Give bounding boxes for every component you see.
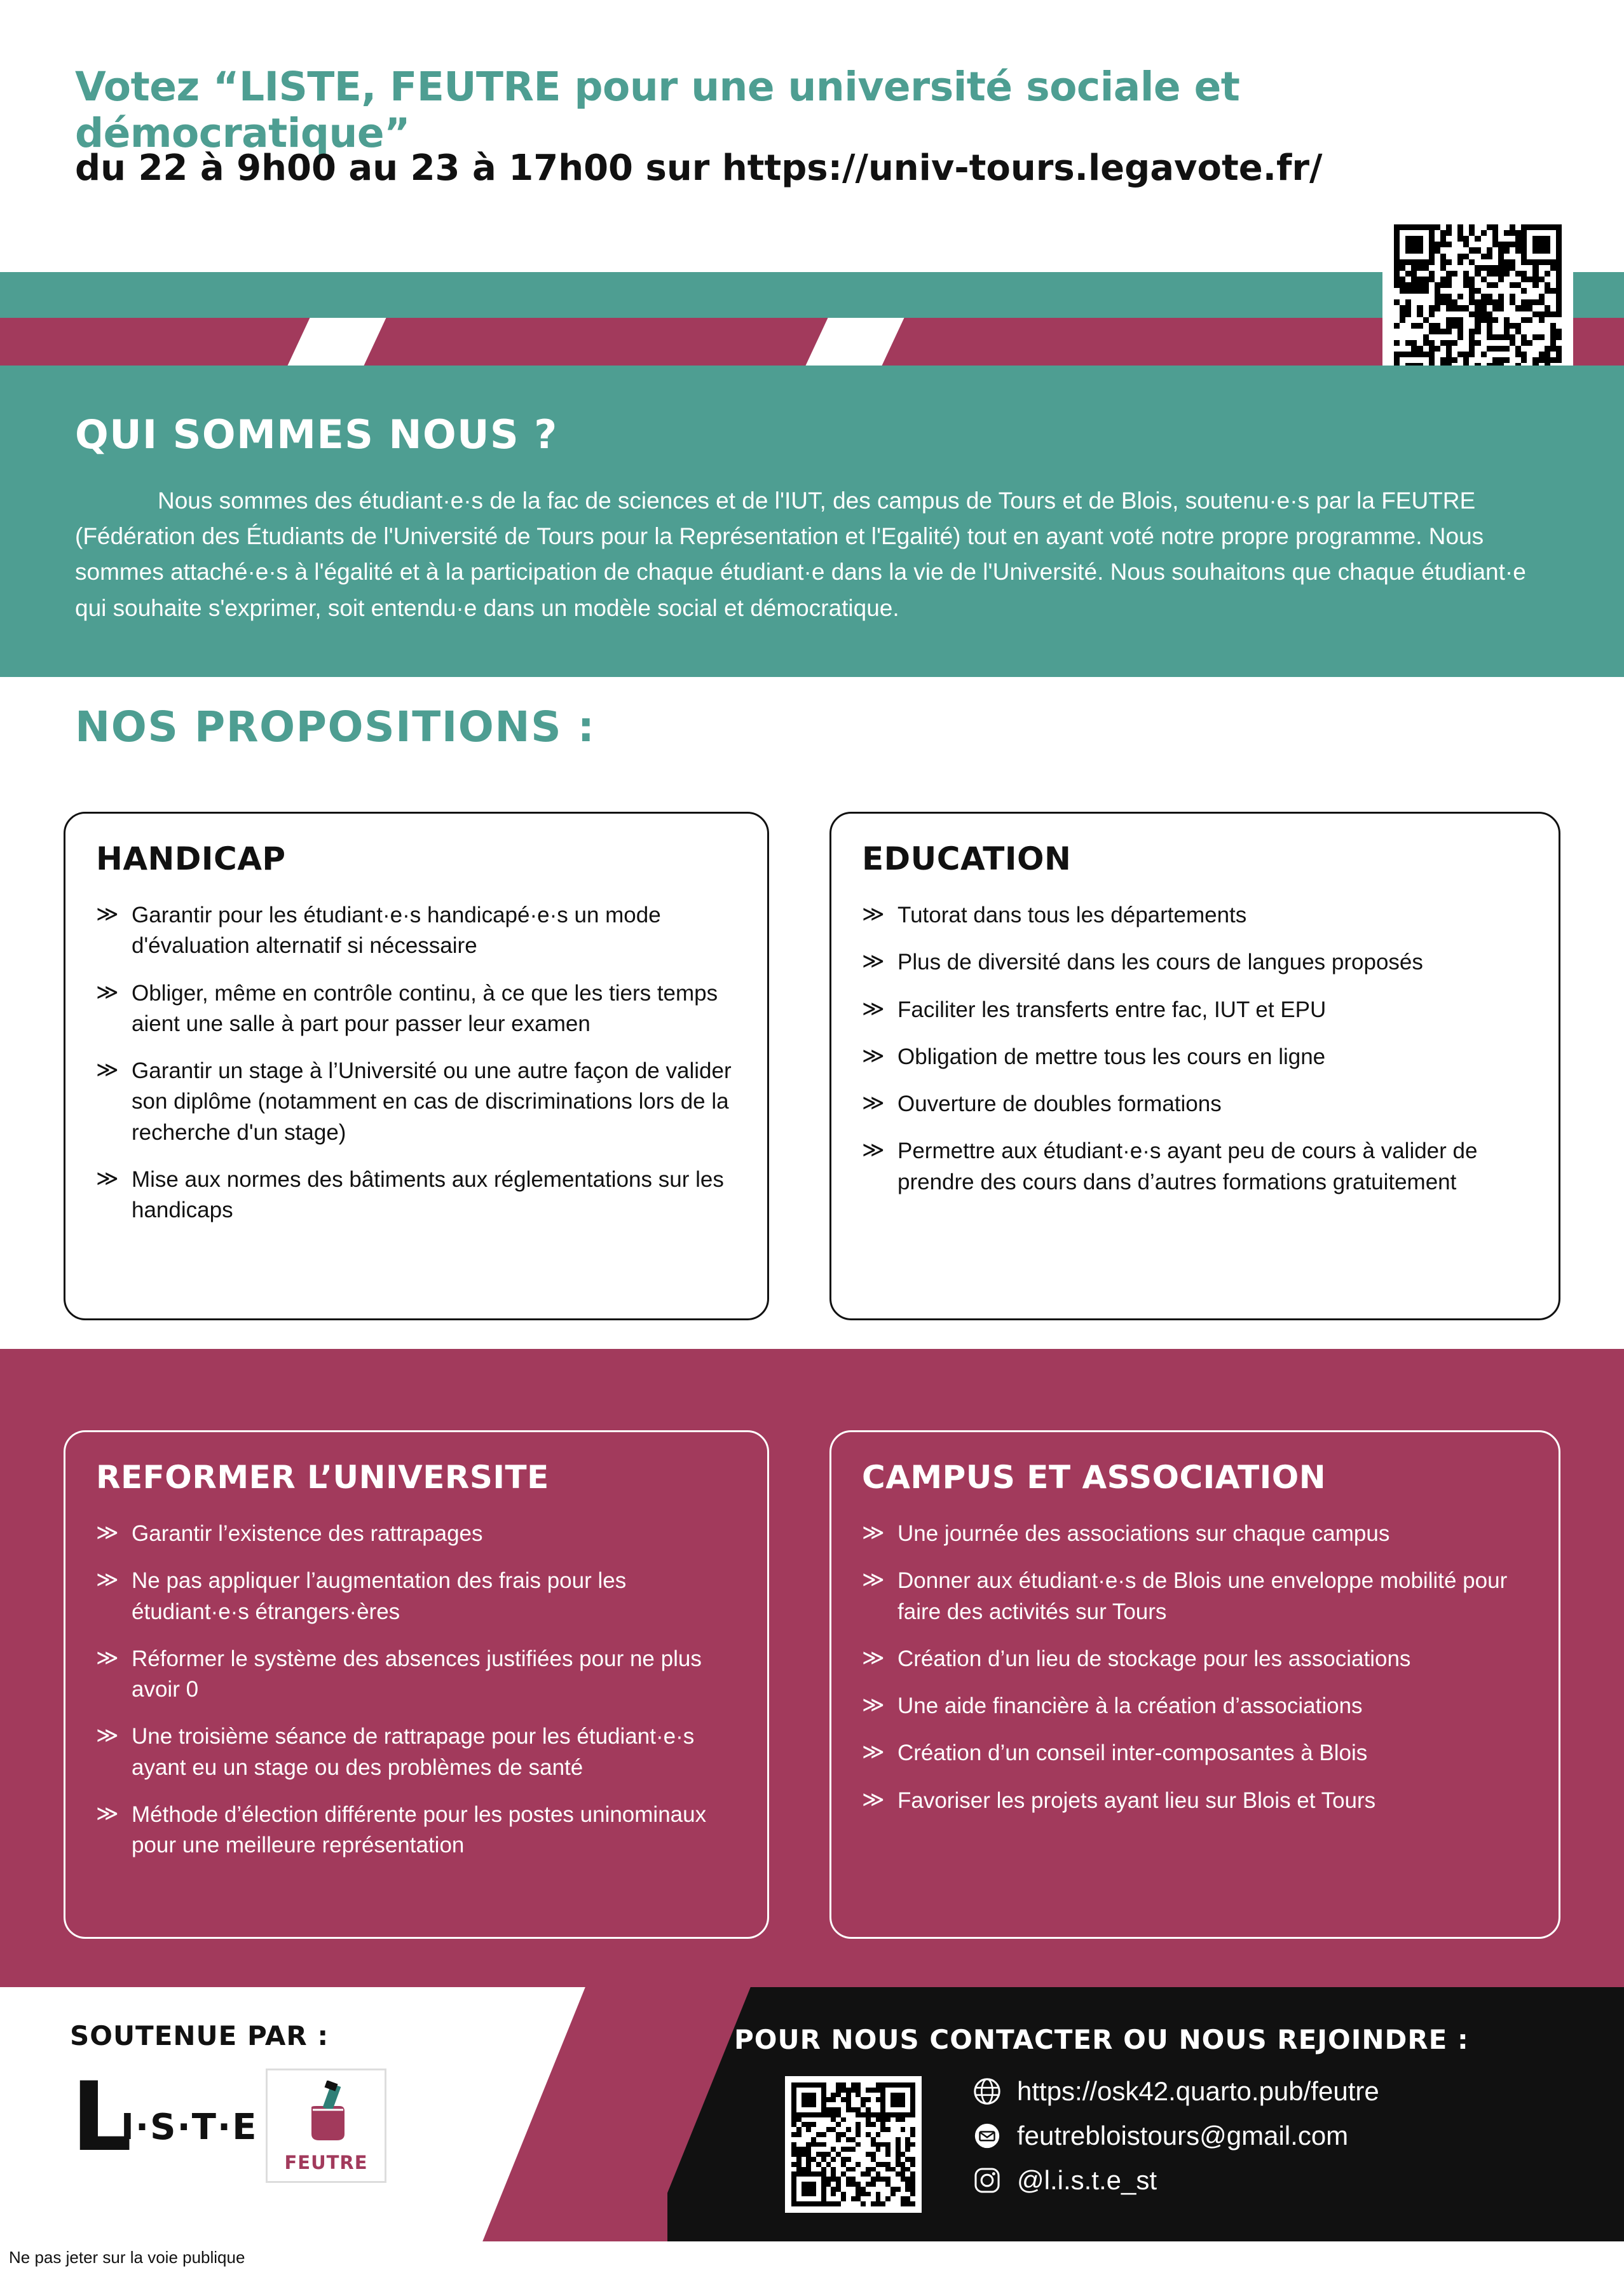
card-list xyxy=(96,1519,737,1861)
chevron-right-icon: ≫ xyxy=(96,1058,119,1083)
proposition-card-reformer-universite xyxy=(64,1430,769,1939)
list-item xyxy=(96,1721,737,1783)
chevron-right-icon: ≫ xyxy=(96,1802,119,1826)
who-we-are-section xyxy=(0,366,1624,677)
list-item-text: Garantir un stage à l’Université ou une autre façon de valider son diplôme (notamment en cas de discriminations lors de la recherche d'un stage) xyxy=(132,1058,732,1145)
list-item-text: Une journée des associations sur chaque campus xyxy=(897,1521,1390,1546)
chevron-right-icon: ≫ xyxy=(862,902,885,926)
instagram-icon xyxy=(972,2166,1002,2195)
list-item xyxy=(96,1519,737,1549)
list-item-text: Ouverture de doubles formations xyxy=(897,1091,1222,1117)
list-item-text: Favoriser les projets ayant lieu sur Blois et Tours xyxy=(897,1788,1376,1813)
contact-email[interactable] xyxy=(972,2121,1379,2151)
card-title: REFORMER L’UNIVERSITE xyxy=(96,1459,549,1496)
chevron-right-icon: ≫ xyxy=(96,1521,119,1545)
list-item xyxy=(862,1089,1528,1119)
contact-instagram-text: @l.i.s.t.e_st xyxy=(1017,2165,1157,2195)
list-item-text: Réformer le système des absences justifiées pour ne plus avoir 0 xyxy=(132,1646,702,1702)
disclaimer-text: Ne pas jeter sur la voie publique xyxy=(9,2248,245,2267)
list-item-text: Donner aux étudiant·e·s de Blois une enveloppe mobilité pour faire des activités sur Tours xyxy=(897,1568,1508,1624)
qr-grid xyxy=(791,2082,915,2206)
contact-email-text: feutrebloistours@gmail.com xyxy=(1017,2121,1349,2150)
chevron-right-icon: ≫ xyxy=(862,1645,885,1670)
contact-website[interactable] xyxy=(972,2076,1379,2107)
list-item xyxy=(862,900,1528,931)
card-title: CAMPUS ET ASSOCIATION xyxy=(862,1459,1327,1496)
list-item xyxy=(862,1738,1528,1768)
list-item-text: Obligation de mettre tous les cours en ligne xyxy=(897,1044,1326,1069)
list-item-text: Ne pas appliquer l’augmentation des frais pour les étudiant·e·s étrangers·ères xyxy=(132,1568,627,1624)
list-item-text: Une aide financière à la création d’associations xyxy=(897,1693,1363,1719)
list-item xyxy=(96,1800,737,1861)
list-item-text: Tutorat dans tous les départements xyxy=(897,903,1247,927)
list-item-text: Mise aux normes des bâtiments aux réglementations sur les handicaps xyxy=(132,1167,724,1223)
chevron-right-icon: ≫ xyxy=(862,1138,885,1163)
list-item xyxy=(862,1136,1528,1198)
list-item xyxy=(96,978,737,1040)
envelope-icon xyxy=(972,2121,1002,2150)
liste-logo-text: I·S·T·E xyxy=(121,2107,258,2148)
chevron-right-icon: ≫ xyxy=(862,996,885,1021)
list-item xyxy=(862,1644,1528,1674)
chevron-right-icon: ≫ xyxy=(862,1740,885,1765)
list-item xyxy=(96,1165,737,1226)
chevron-right-icon: ≫ xyxy=(862,1043,885,1068)
contact-title: POUR NOUS CONTACTER OU NOUS REJOINDRE : xyxy=(734,2024,1469,2055)
feutre-logo xyxy=(266,2068,386,2183)
list-item-text: Faciliter les transferts entre fac, IUT et EPU xyxy=(897,997,1327,1022)
chevron-right-icon: ≫ xyxy=(96,902,119,926)
list-item xyxy=(862,1042,1528,1072)
proposition-card-education xyxy=(829,812,1560,1320)
chevron-right-icon: ≫ xyxy=(862,949,885,974)
list-item-text: Permettre aux étudiant·e·s ayant peu de cours à valider de prendre des cours dans d’autres formations gratuitement xyxy=(897,1138,1478,1194)
chevron-right-icon: ≫ xyxy=(862,1693,885,1718)
card-list xyxy=(96,900,737,1226)
list-item xyxy=(862,1786,1528,1816)
poster-footer xyxy=(0,1987,1624,2277)
chevron-right-icon: ≫ xyxy=(96,1568,119,1592)
list-item-text: Garantir pour les étudiant·e·s handicapé·e·s un mode d'évaluation alternatif si nécessaire xyxy=(132,903,661,959)
propositions-title: NOS PROPOSITIONS : xyxy=(75,702,596,751)
chevron-right-icon: ≫ xyxy=(96,980,119,1004)
contact-website-text: https://osk42.quarto.pub/feutre xyxy=(1017,2076,1379,2106)
card-list xyxy=(862,1519,1528,1816)
chevron-right-icon: ≫ xyxy=(96,1166,119,1191)
list-item xyxy=(862,1566,1528,1627)
card-title: HANDICAP xyxy=(96,840,286,877)
list-item xyxy=(96,1644,737,1706)
chevron-right-icon: ≫ xyxy=(862,1091,885,1116)
contact-list xyxy=(972,2076,1379,2210)
contact-qr-code[interactable] xyxy=(785,2076,922,2213)
who-we-are-text: Nous sommes des étudiant·e·s de la fac de sciences et de l'IUT, des campus de Tours et de Blois, soutenu·e·s par la FEUTRE (Fédération des Étudiants de l'Université de Tours pour la Représentation et l'Egalité) tout en ayant voté notre propre programme. Nous sommes attaché·e·s à l'égalité et à la participation de chaque étudiant·e dans la vie de l'Université. Nous souhaitons que chaque étudiant·e qui souhaite s'exprimer, soit entendu·e dans un modèle social et démocratique. xyxy=(75,488,1526,621)
list-item-text: Création d’un conseil inter-composantes à Blois xyxy=(897,1740,1368,1766)
liste-logo xyxy=(71,2062,258,2181)
chevron-right-icon: ≫ xyxy=(96,1723,119,1748)
subheadline: du 22 à 9h00 au 23 à 17h00 sur https://univ-tours.legavote.fr/ xyxy=(75,147,1323,189)
list-item-text: Une troisième séance de rattrapage pour les étudiant·e·s ayant eu un stage ou des problèmes de santé xyxy=(132,1724,695,1780)
who-we-are-title: QUI SOMMES NOUS ? xyxy=(75,411,558,458)
chevron-right-icon: ≫ xyxy=(862,1568,885,1592)
globe-icon xyxy=(972,2077,1002,2106)
list-item-text: Méthode d’élection différente pour les postes uninominaux pour une meilleure représentation xyxy=(132,1802,707,1858)
supported-by-title: SOUTENUE PAR : xyxy=(70,2020,329,2051)
list-item-text: Plus de diversité dans les cours de langues proposés xyxy=(897,950,1423,975)
feutre-logo-text: FEUTRE xyxy=(284,2152,368,2173)
list-item-text: Obliger, même en contrôle continu, à ce que les tiers temps aient une salle à part pour passer leur examen xyxy=(132,980,718,1036)
list-item-text: Création d’un lieu de stockage pour les associations xyxy=(897,1646,1411,1671)
headline: Votez “LISTE, FEUTRE pour une université sociale et démocratique” xyxy=(75,64,1240,156)
list-item xyxy=(862,947,1528,978)
contact-instagram[interactable] xyxy=(972,2165,1379,2196)
poster-header xyxy=(0,0,1624,267)
chevron-right-icon: ≫ xyxy=(862,1521,885,1545)
card-title: EDUCATION xyxy=(862,840,1072,877)
list-item xyxy=(862,1691,1528,1721)
proposition-card-handicap xyxy=(64,812,769,1320)
list-item-text: Garantir l’existence des rattrapages xyxy=(132,1521,483,1546)
card-list xyxy=(862,900,1528,1198)
chevron-right-icon: ≫ xyxy=(862,1787,885,1812)
raised-fist-icon xyxy=(297,2081,355,2144)
list-item xyxy=(96,900,737,962)
list-item xyxy=(862,995,1528,1025)
liste-logo-letter: L xyxy=(71,2062,132,2173)
list-item xyxy=(862,1519,1528,1549)
proposition-card-campus-association xyxy=(829,1430,1560,1939)
list-item xyxy=(96,1566,737,1627)
list-item xyxy=(96,1056,737,1148)
chevron-right-icon: ≫ xyxy=(96,1645,119,1670)
